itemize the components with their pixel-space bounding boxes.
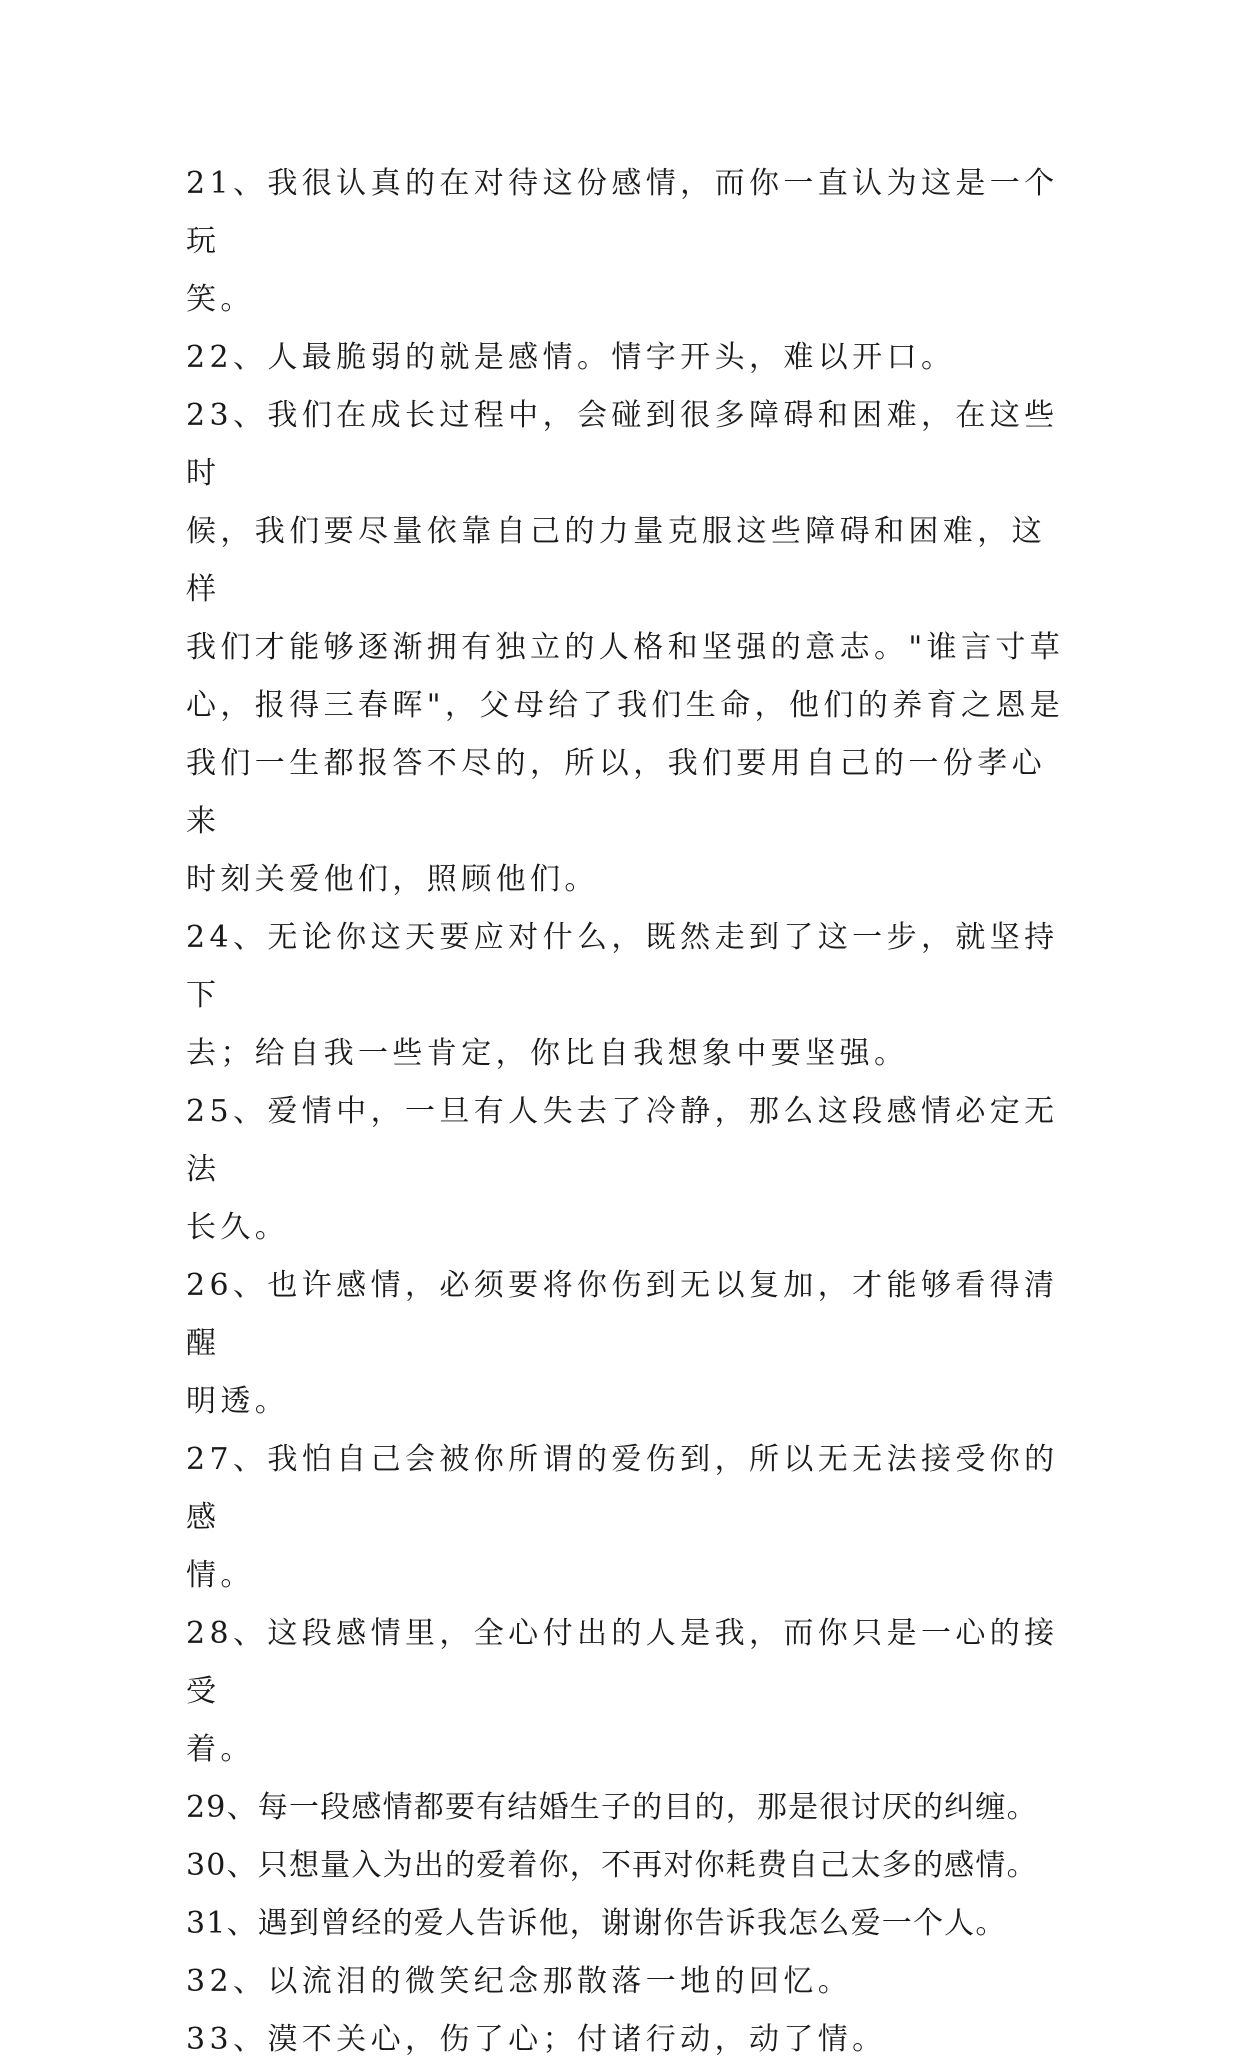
document-page — [186, 155, 1066, 2069]
list-item-33: 33、漠不关心，伤了心；付诸行动，动了情。 — [186, 2022, 887, 2057]
list-item-29: 29、每一段感情都要有结婚生子的目的，那是很讨厌的纠缠。 — [186, 1790, 1038, 1825]
list-item-28: 28、这段感情里，全心付出的人是我，而你只是一心的接受 着。 — [186, 1616, 1059, 1767]
list-item-23: 23、我们在成长过程中，会碰到很多障碍和困难，在这些时 候，我们要尽量依靠自己的力量克服这些障碍和困难，这样 我们才能够逐渐拥有独立的人格和坚强的意志。"谁言寸草 心，报得三春晖"，父母给了我们生命，他们的养育之恩是 我们一生都报答不尽的，所以，我们要用自己的一份孝心来 时刻关爱他们，照顾他们。 — [186, 398, 1065, 897]
list-item-25: 25、爱情中，一旦有人失去了冷静，那么这段感情必定无法 长久。 — [186, 1094, 1059, 1245]
list-item-30: 30、只想量入为出的爱着你，不再对你耗费自己太多的感情。 — [186, 1848, 1038, 1883]
list-item-27: 27、我怕自己会被你所谓的爱伤到，所以无无法接受你的感 情。 — [186, 1442, 1059, 1593]
list-item-31: 31、遇到曾经的爱人告诉他，谢谢你告诉我怎么爱一个人。 — [186, 1906, 1007, 1941]
list-item-24: 24、无论你这天要应对什么，既然走到了这一步，就坚持下 去；给自我一些肯定，你比自我想象中要坚强。 — [186, 920, 1059, 1071]
list-item-21: 21、我很认真的在对待这份感情，而你一直认为这是一个玩 笑。 — [186, 166, 1059, 317]
list-item-22: 22、人最脆弱的就是感情。情字开头，难以开口。 — [186, 340, 956, 375]
list-item-26: 26、也许感情，必须要将你伤到无以复加，才能够看得清醒 明透。 — [186, 1268, 1059, 1419]
list-item-32: 32、以流泪的微笑纪念那散落一地的回忆。 — [186, 1964, 853, 1999]
